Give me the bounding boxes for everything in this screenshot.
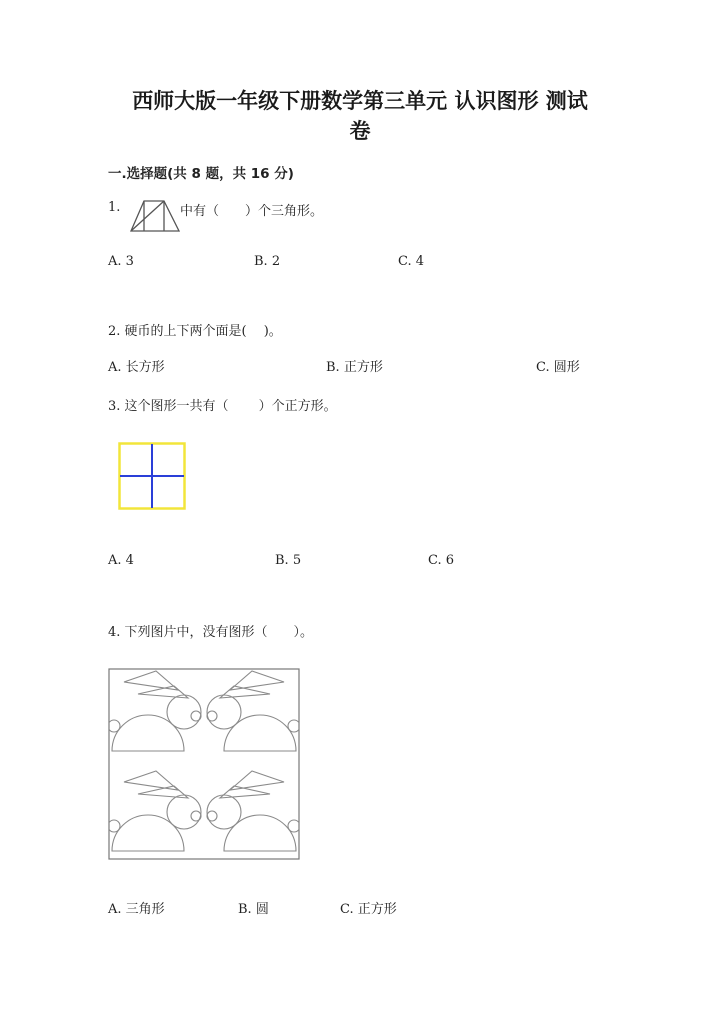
title-line-2: 卷	[349, 119, 371, 143]
q4-figure	[108, 668, 302, 860]
q2-option-b: B. 正方形	[326, 360, 383, 375]
q3-option-c: C. 6	[428, 553, 455, 568]
q3-figure	[118, 442, 186, 510]
q1-text: 中有（ ）个三角形。	[180, 204, 324, 219]
q1-option-c: C. 4	[398, 254, 425, 269]
q2-option-c: C. 圆形	[536, 360, 580, 375]
q1-option-b: B. 2	[254, 254, 281, 269]
q3-option-a: A. 4	[108, 553, 134, 568]
q4-option-b: B. 圆	[238, 902, 269, 917]
q2-text: 2. 硬币的上下两个面是( )。	[108, 324, 282, 339]
q2-option-a: A. 长方形	[108, 360, 165, 375]
q3-option-b: B. 5	[275, 553, 302, 568]
section-heading: 一.选择题(共 8 题，共 16 分)	[108, 166, 294, 182]
title-line-1: 西师大版一年级下册数学第三单元 认识图形 测试	[132, 89, 588, 113]
q1-number: 1.	[108, 200, 121, 215]
page-title	[80, 86, 640, 146]
q4-option-a: A. 三角形	[108, 902, 165, 917]
q1-figure	[128, 198, 182, 234]
q4-option-c: C. 正方形	[340, 902, 397, 917]
q4-text: 4. 下列图片中，没有图形（ ）。	[108, 625, 314, 640]
q3-text: 3. 这个图形一共有（ ）个正方形。	[108, 399, 337, 414]
q1-option-a: A. 3	[108, 254, 134, 269]
